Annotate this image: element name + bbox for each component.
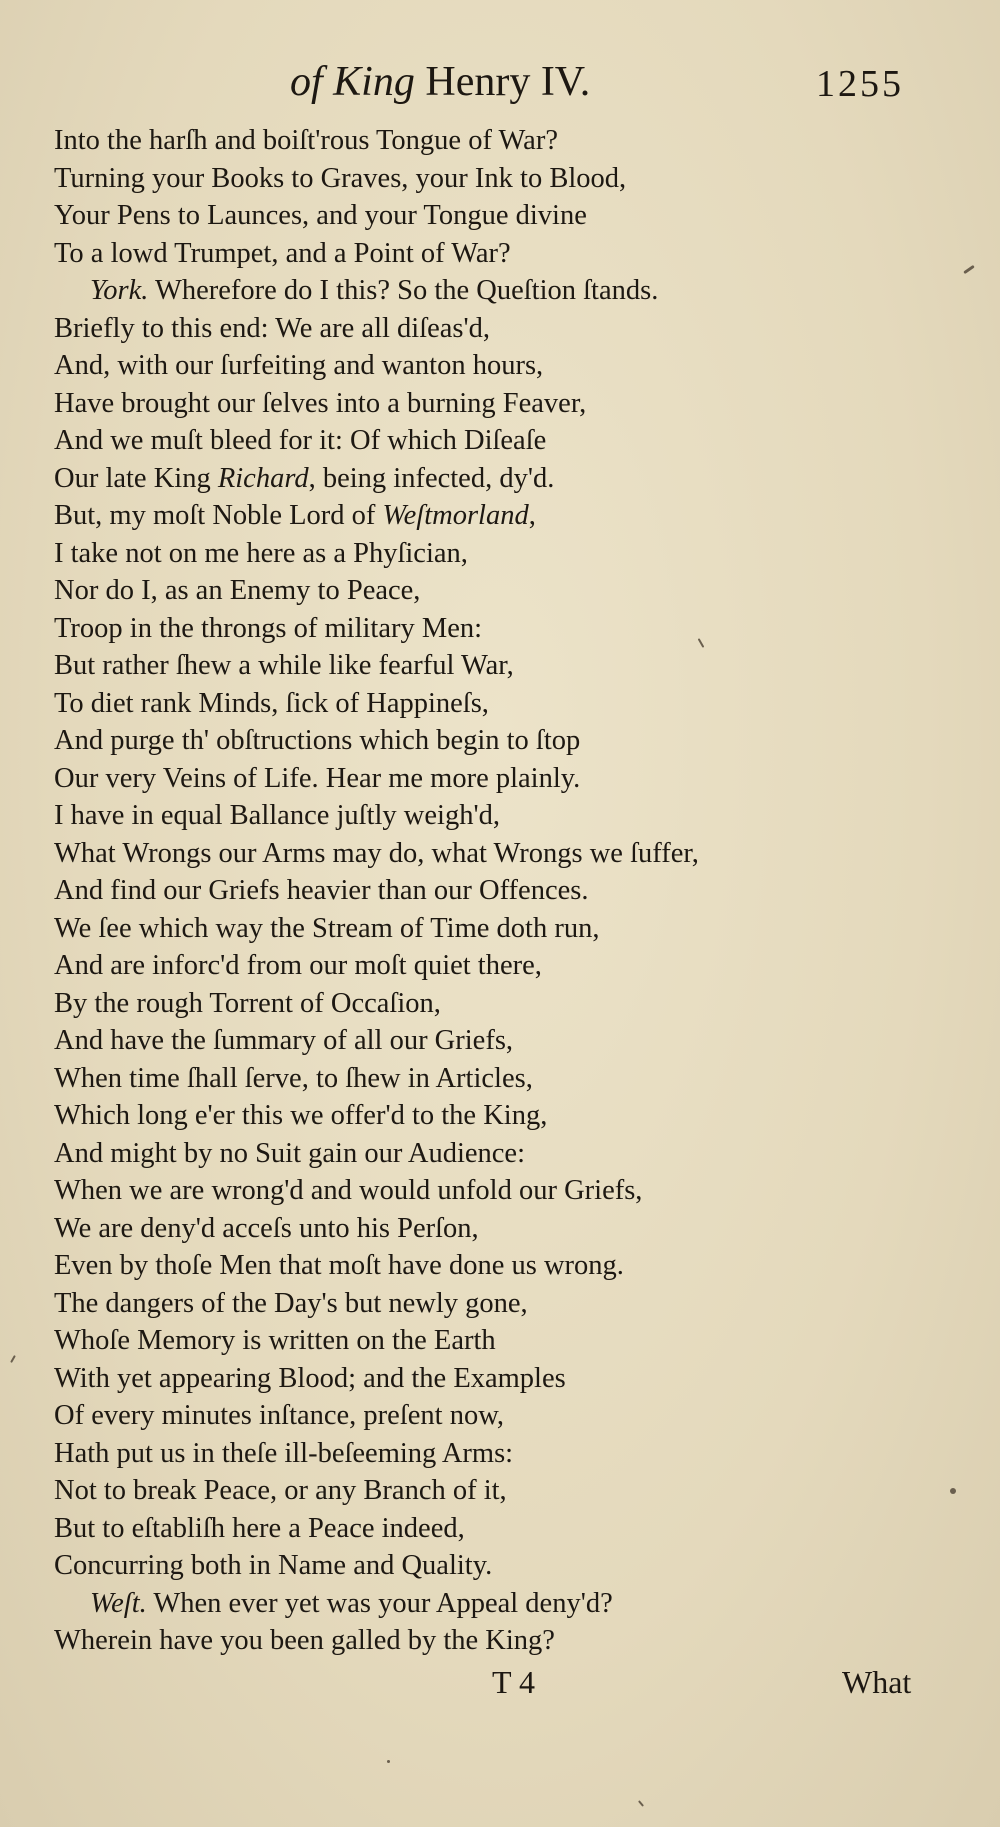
line-text: And have the ſummary of all our Griefs,: [54, 1025, 514, 1056]
verse-text: [54, 122, 954, 1660]
paper-speck: [10, 1355, 16, 1363]
verse-line: [54, 1172, 954, 1210]
line-text: But rather ſhew a while like fearful War,: [54, 650, 514, 681]
line-text: Nor do I, as an Enemy to Peace,: [54, 575, 421, 606]
title-prefix: of: [290, 59, 323, 105]
verse-line: [54, 1135, 954, 1173]
italic-name: Richard: [217, 462, 309, 494]
signature-mark: T 4: [492, 1664, 535, 1700]
verse-line: [54, 1060, 954, 1098]
line-text: Hath put us in theſe ill-beſeeming Arms:: [54, 1437, 514, 1469]
verse-line: [54, 347, 954, 385]
verse-line: [54, 422, 954, 460]
line-text: Which long e'er this we offer'd to the King,: [54, 1100, 548, 1131]
line-text: To diet rank Minds, ſick of Happineſs,: [54, 687, 489, 719]
verse-line: [54, 1510, 954, 1548]
line-text: Turning your Books to Graves, your Ink to Blood,: [54, 162, 627, 194]
line-text: By the rough Torrent of Occaſion,: [54, 987, 441, 1019]
verse-line: [54, 947, 954, 985]
line-text: But, my moſt Noble Lord of: [54, 500, 383, 531]
verse-line: [54, 1210, 954, 1248]
verse-line: [54, 385, 954, 423]
line-text: Briefly to this end: We are all diſeas'd,: [54, 312, 491, 344]
verse-line: [54, 272, 954, 310]
line-text: To a lowd Trumpet, and a Point of War?: [54, 237, 511, 269]
verse-line: [54, 610, 954, 648]
line-text: ,: [528, 500, 536, 531]
verse-line: [54, 1547, 954, 1585]
line-text: When ever yet was your Appeal deny'd?: [146, 1587, 613, 1619]
paper-speck: [963, 265, 975, 274]
verse-line: [54, 122, 954, 160]
line-text: Our late King: [54, 462, 218, 494]
italic-name: Weſtmorland: [382, 500, 529, 531]
line-text: With yet appearing Blood; and the Examples: [54, 1362, 566, 1394]
line-text: The dangers of the Day's but newly gone,: [54, 1287, 528, 1319]
verse-line: [54, 160, 954, 198]
line-text: And are inforc'd from our moſt quiet there,: [54, 950, 542, 981]
verse-line: [54, 1622, 954, 1660]
line-text: And we muſt bleed for it: Of which Diſeaſe: [54, 425, 547, 456]
verse-line: [54, 1285, 954, 1323]
verse-line: [54, 1022, 954, 1060]
line-text: Troop in the throngs of military Men:: [54, 612, 483, 644]
verse-line: [54, 722, 954, 760]
verse-line: [54, 1585, 954, 1623]
line-text: Your Pens to Launces, and your Tongue divine: [54, 200, 587, 231]
verse-line: [54, 1397, 954, 1435]
verse-line: [54, 760, 954, 798]
verse-line: [54, 1097, 954, 1135]
line-text: And find our Griefs heavier than our Offences.: [54, 875, 589, 906]
verse-line: [54, 872, 954, 910]
verse-line: [54, 535, 954, 573]
line-text: And might by no Suit gain our Audience:: [54, 1137, 526, 1169]
verse-line: [54, 647, 954, 685]
verse-line: [54, 497, 954, 535]
catchword: What: [842, 1664, 912, 1700]
page-number: 1255: [816, 63, 904, 105]
verse-line: [54, 1472, 954, 1510]
speaker-name: York.: [90, 275, 149, 306]
line-text: What Wrongs our Arms may do, what Wrongs we ſuffer,: [54, 837, 699, 869]
verse-line: [54, 685, 954, 723]
line-text: I take not on me here as a Phyſician,: [54, 537, 468, 569]
verse-line: [54, 235, 954, 273]
line-text: Concurring both in Name and Quality.: [54, 1550, 493, 1581]
line-text: When we are wrong'd and would unfold our Griefs,: [54, 1175, 643, 1206]
title-king: King: [333, 59, 415, 105]
line-text: But to eſtabliſh here a Peace indeed,: [54, 1512, 465, 1544]
line-text: Even by thoſe Men that moſt have done us wrong.: [54, 1250, 624, 1281]
line-text: Wherein have you been galled by the King?: [54, 1625, 555, 1656]
page-header: [0, 58, 1000, 118]
speaker-name: Weſt.: [90, 1587, 147, 1619]
line-text: We are deny'd acceſs unto his Perſon,: [54, 1212, 479, 1244]
verse-line: [54, 835, 954, 873]
verse-line: [54, 797, 954, 835]
line-text: Have brought our ſelves into a burning Feaver,: [54, 387, 587, 419]
paper-speck: [638, 1800, 644, 1807]
line-text: Whoſe Memory is written on the Earth: [54, 1325, 496, 1356]
verse-line: [54, 1360, 954, 1398]
verse-line: [54, 572, 954, 610]
line-text: , being infected, dy'd.: [308, 462, 555, 494]
verse-line: [54, 460, 954, 498]
page-footer: [0, 1664, 1000, 1714]
verse-line: [54, 1322, 954, 1360]
line-text: Wherefore do I this? So the Queſtion ſtands.: [148, 275, 659, 306]
running-title: [290, 58, 590, 106]
verse-line: [54, 910, 954, 948]
paper-speck: [387, 1760, 390, 1763]
line-text: Not to break Peace, or any Branch of it,: [54, 1475, 507, 1506]
line-text: We ſee which way the Stream of Time doth run,: [54, 912, 600, 944]
line-text: When time ſhall ſerve, to ſhew in Articles,: [54, 1062, 533, 1094]
verse-line: [54, 310, 954, 348]
title-rest: Henry IV.: [425, 59, 591, 105]
paper-speck: [950, 1488, 956, 1494]
verse-line: [54, 985, 954, 1023]
line-text: And purge th' obſtructions which begin to ſtop: [54, 725, 581, 756]
line-text: Our very Veins of Life. Hear me more plainly.: [54, 762, 581, 794]
verse-line: [54, 1247, 954, 1285]
line-text: I have in equal Ballance juſtly weigh'd,: [54, 800, 500, 831]
line-text: And, with our ſurfeiting and wanton hours,: [54, 350, 544, 381]
line-text: Of every minutes inſtance, preſent now,: [54, 1400, 505, 1431]
verse-line: [54, 197, 954, 235]
verse-line: [54, 1435, 954, 1473]
line-text: Into the harſh and boiſt'rous Tongue of War?: [54, 125, 558, 156]
